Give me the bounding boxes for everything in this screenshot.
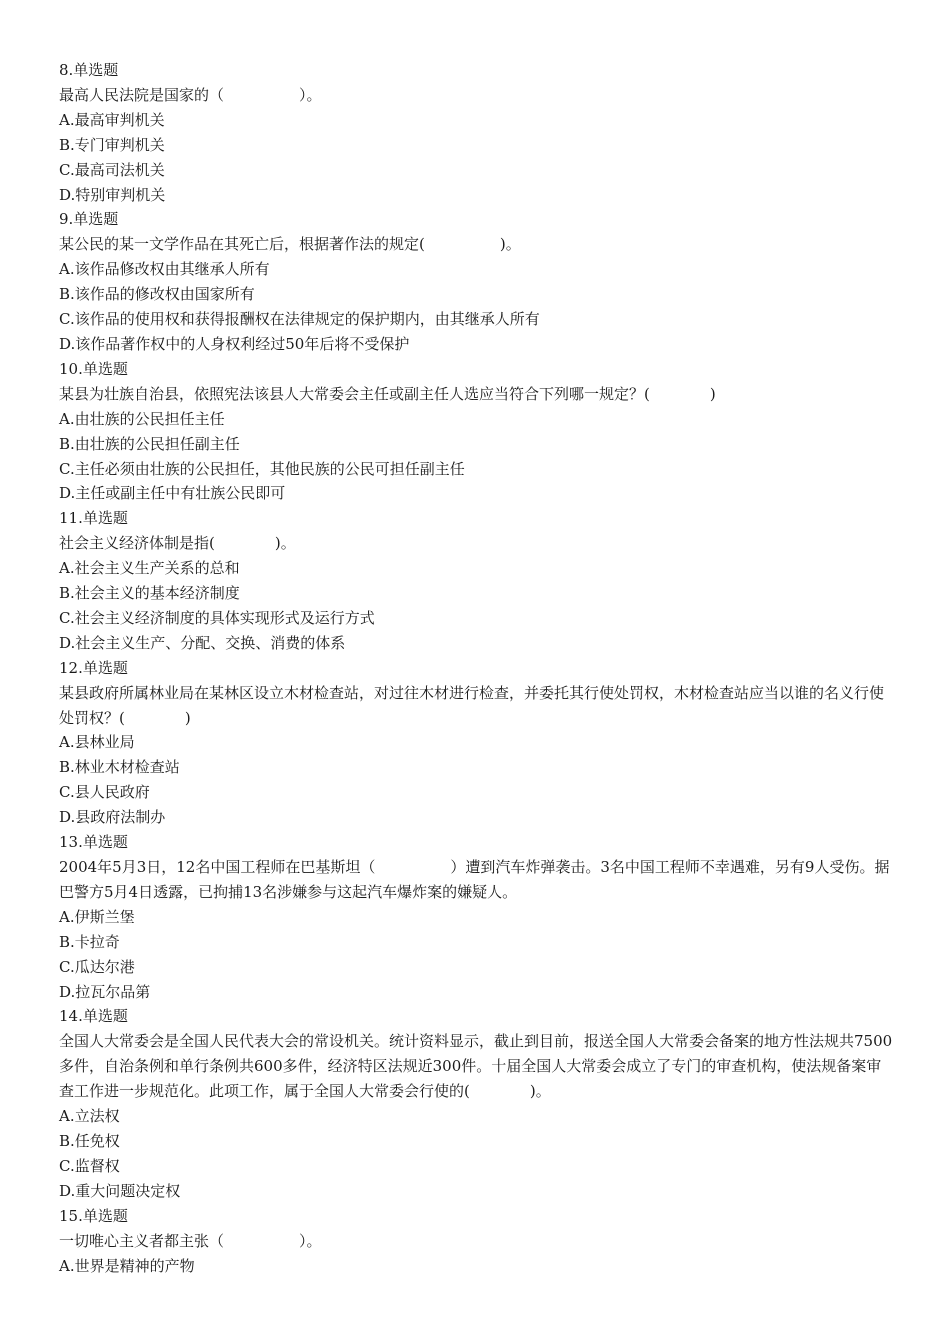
option-d[interactable]: D.社会主义生产、分配、交换、消费的体系 (59, 633, 346, 652)
question-stem: 某县政府所属林业局在某林区设立木材检查站，对过往木材进行检查，并委托其行使处罚权，木材检查站应当以谁的名义行使处罚权？( ) (59, 683, 885, 727)
option-b[interactable]: B.林业木材检查站 (59, 758, 180, 777)
question-stem: 某县为壮族自治县，依照宪法该县人大常委会主任或副主任人选应当符合下列哪一规定？( ) (59, 384, 716, 403)
option-c[interactable]: C.监督权 (59, 1156, 120, 1175)
option-c[interactable]: C.瓜达尔港 (59, 957, 135, 976)
option-b[interactable]: B.由壮族的公民担任副主任 (59, 434, 240, 453)
option-b[interactable]: B.社会主义的基本经济制度 (59, 584, 240, 603)
question-12 (59, 656, 894, 830)
question-stem: 社会主义经济体制是指( )。 (59, 534, 296, 553)
question-15 (59, 1204, 894, 1279)
question-9 (59, 207, 894, 356)
option-d[interactable]: D.主任或副主任中有壮族公民即可 (59, 484, 286, 503)
option-c[interactable]: C.主任必须由壮族的公民担任，其他民族的公民可担任副主任 (59, 459, 465, 478)
question-13 (59, 830, 894, 1004)
option-a[interactable]: A.立法权 (59, 1107, 120, 1126)
question-header: 9.单选题 (59, 210, 119, 229)
question-8 (59, 58, 894, 207)
question-header: 8.单选题 (59, 61, 119, 79)
question-document (59, 58, 894, 1278)
question-header: 12.单选题 (59, 658, 128, 677)
question-header: 13.单选题 (59, 833, 128, 852)
option-a[interactable]: A.世界是精神的产物 (59, 1256, 195, 1275)
option-c[interactable]: C.最高司法机关 (59, 160, 165, 179)
question-11 (59, 506, 894, 655)
option-c[interactable]: C.社会主义经济制度的具体实现形式及运行方式 (59, 608, 375, 627)
option-a[interactable]: A.由壮族的公民担任主任 (59, 409, 225, 428)
question-stem: 一切唯心主义者都主张（ ）。 (59, 1231, 322, 1250)
option-a[interactable]: A.县林业局 (59, 733, 135, 752)
option-d[interactable]: D.拉瓦尔品第 (59, 982, 151, 1001)
option-d[interactable]: D.县政府法制办 (59, 808, 166, 827)
option-b[interactable]: B.卡拉奇 (59, 932, 120, 951)
question-10 (59, 357, 894, 506)
question-stem: 某公民的某一文学作品在其死亡后，根据著作法的规定( )。 (59, 235, 521, 254)
option-c[interactable]: C.县人民政府 (59, 783, 150, 802)
option-a[interactable]: A.伊斯兰堡 (59, 907, 135, 926)
question-stem: 全国人大常委会是全国人民代表大会的常设机关。统计资料显示，截止到目前，报送全国人大常委会备案的地方性法规共7500多件，自治条例和单行条例共600多件，经济特区法规近300件。十届全国人大常委会成立了专门的审查机构，使法规备案审查工作进一步规范化。此项工作，属于全国人大常委会行使的( )。 (59, 1032, 893, 1101)
question-stem: 最高人民法院是国家的（ ）。 (59, 85, 322, 104)
option-a[interactable]: A.该作品修改权由其继承人所有 (59, 260, 270, 279)
question-header: 15.单选题 (59, 1206, 128, 1225)
option-d[interactable]: D.特别审判机关 (59, 185, 166, 204)
option-b[interactable]: B.该作品的修改权由国家所有 (59, 285, 255, 304)
question-stem: 2004年5月3日，12名中国工程师在巴基斯坦（ ）遭到汽车炸弹袭击。3名中国工程师不幸遇难，另有9人受伤。据巴警方5月4日透露，已拘捕13名涉嫌参与这起汽车爆炸案的嫌疑人。 (59, 858, 890, 901)
option-b[interactable]: B.专门审判机关 (59, 135, 165, 154)
option-c[interactable]: C.该作品的使用权和获得报酬权在法律规定的保护期内，由其继承人所有 (59, 310, 540, 329)
option-b[interactable]: B.任免权 (59, 1131, 120, 1150)
option-d[interactable]: D.重大问题决定权 (59, 1181, 181, 1200)
option-a[interactable]: A.最高审判机关 (59, 110, 165, 129)
question-header: 14.单选题 (59, 1007, 128, 1026)
question-header: 11.单选题 (59, 509, 128, 528)
question-header: 10.单选题 (59, 359, 128, 378)
option-d[interactable]: D.该作品著作权中的人身权利经过50年后将不受保护 (59, 334, 410, 353)
option-a[interactable]: A.社会主义生产关系的总和 (59, 559, 240, 578)
question-14 (59, 1004, 894, 1203)
